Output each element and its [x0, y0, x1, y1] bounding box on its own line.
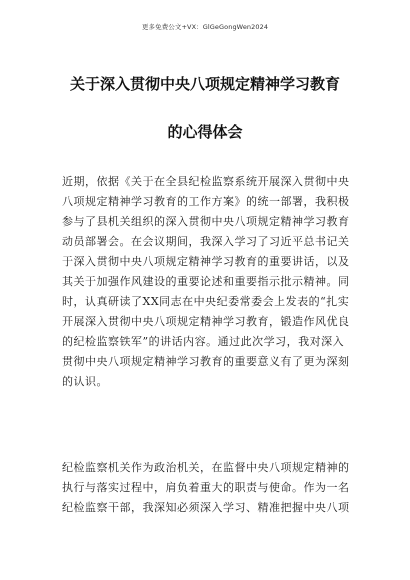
paragraph-line: 其关于加强作风建设的重要论述和重要指示批示精神。同 — [62, 275, 350, 288]
paragraph-line: 的纪检监察铁军”的讲话内容。通过此次学习，我对深入 — [62, 335, 345, 348]
paragraph-line: 开展深入贯彻中央八项规定精神学习教育，锻造作风优良 — [62, 315, 350, 328]
paragraph-line: 近期，依据《关于在全县纪检监察系统开展深入贯彻中央 — [62, 175, 350, 188]
paragraph-line: 八项规定精神学习教育的工作方案》的统一部署，我积极 — [62, 195, 350, 208]
paragraph-line: 执行与落实过程中，肩负着重大的职责与使命。作为一名 — [62, 481, 350, 494]
paragraph-line: 的认识。 — [62, 375, 108, 388]
paragraph-line: 贯彻中央八项规定精神学习教育的重要意义有了更为深刻 — [62, 355, 350, 368]
paragraph-line: 时，认真研读了XX同志在中央纪委常委会上发表的“扎实 — [62, 295, 350, 308]
paragraph-line: 动员部署会。在会议期间，我深入学习了习近平总书记关 — [62, 235, 350, 248]
paragraph-line: 纪检监察干部，我深知必须深入学习、精准把握中央八项 — [62, 501, 350, 514]
paragraph-1 — [62, 172, 352, 392]
document-title-line-2: 的心得体会 — [167, 123, 243, 141]
document-title-line-1: 关于深入贯彻中央八项规定精神学习教育 — [69, 75, 340, 93]
header-note: 更多免费公文+VX：GlGeGongWen2024 — [141, 23, 269, 31]
paragraph-line: 纪检监察机关作为政治机关，在监督中央八项规定精神的 — [62, 461, 350, 474]
paragraph-2 — [62, 458, 352, 518]
paragraph-line: 于深入贯彻中央八项规定精神学习教育的重要讲话，以及 — [62, 255, 350, 268]
paragraph-line: 参与了县机关组织的深入贯彻中央八项规定精神学习教育 — [62, 215, 350, 228]
